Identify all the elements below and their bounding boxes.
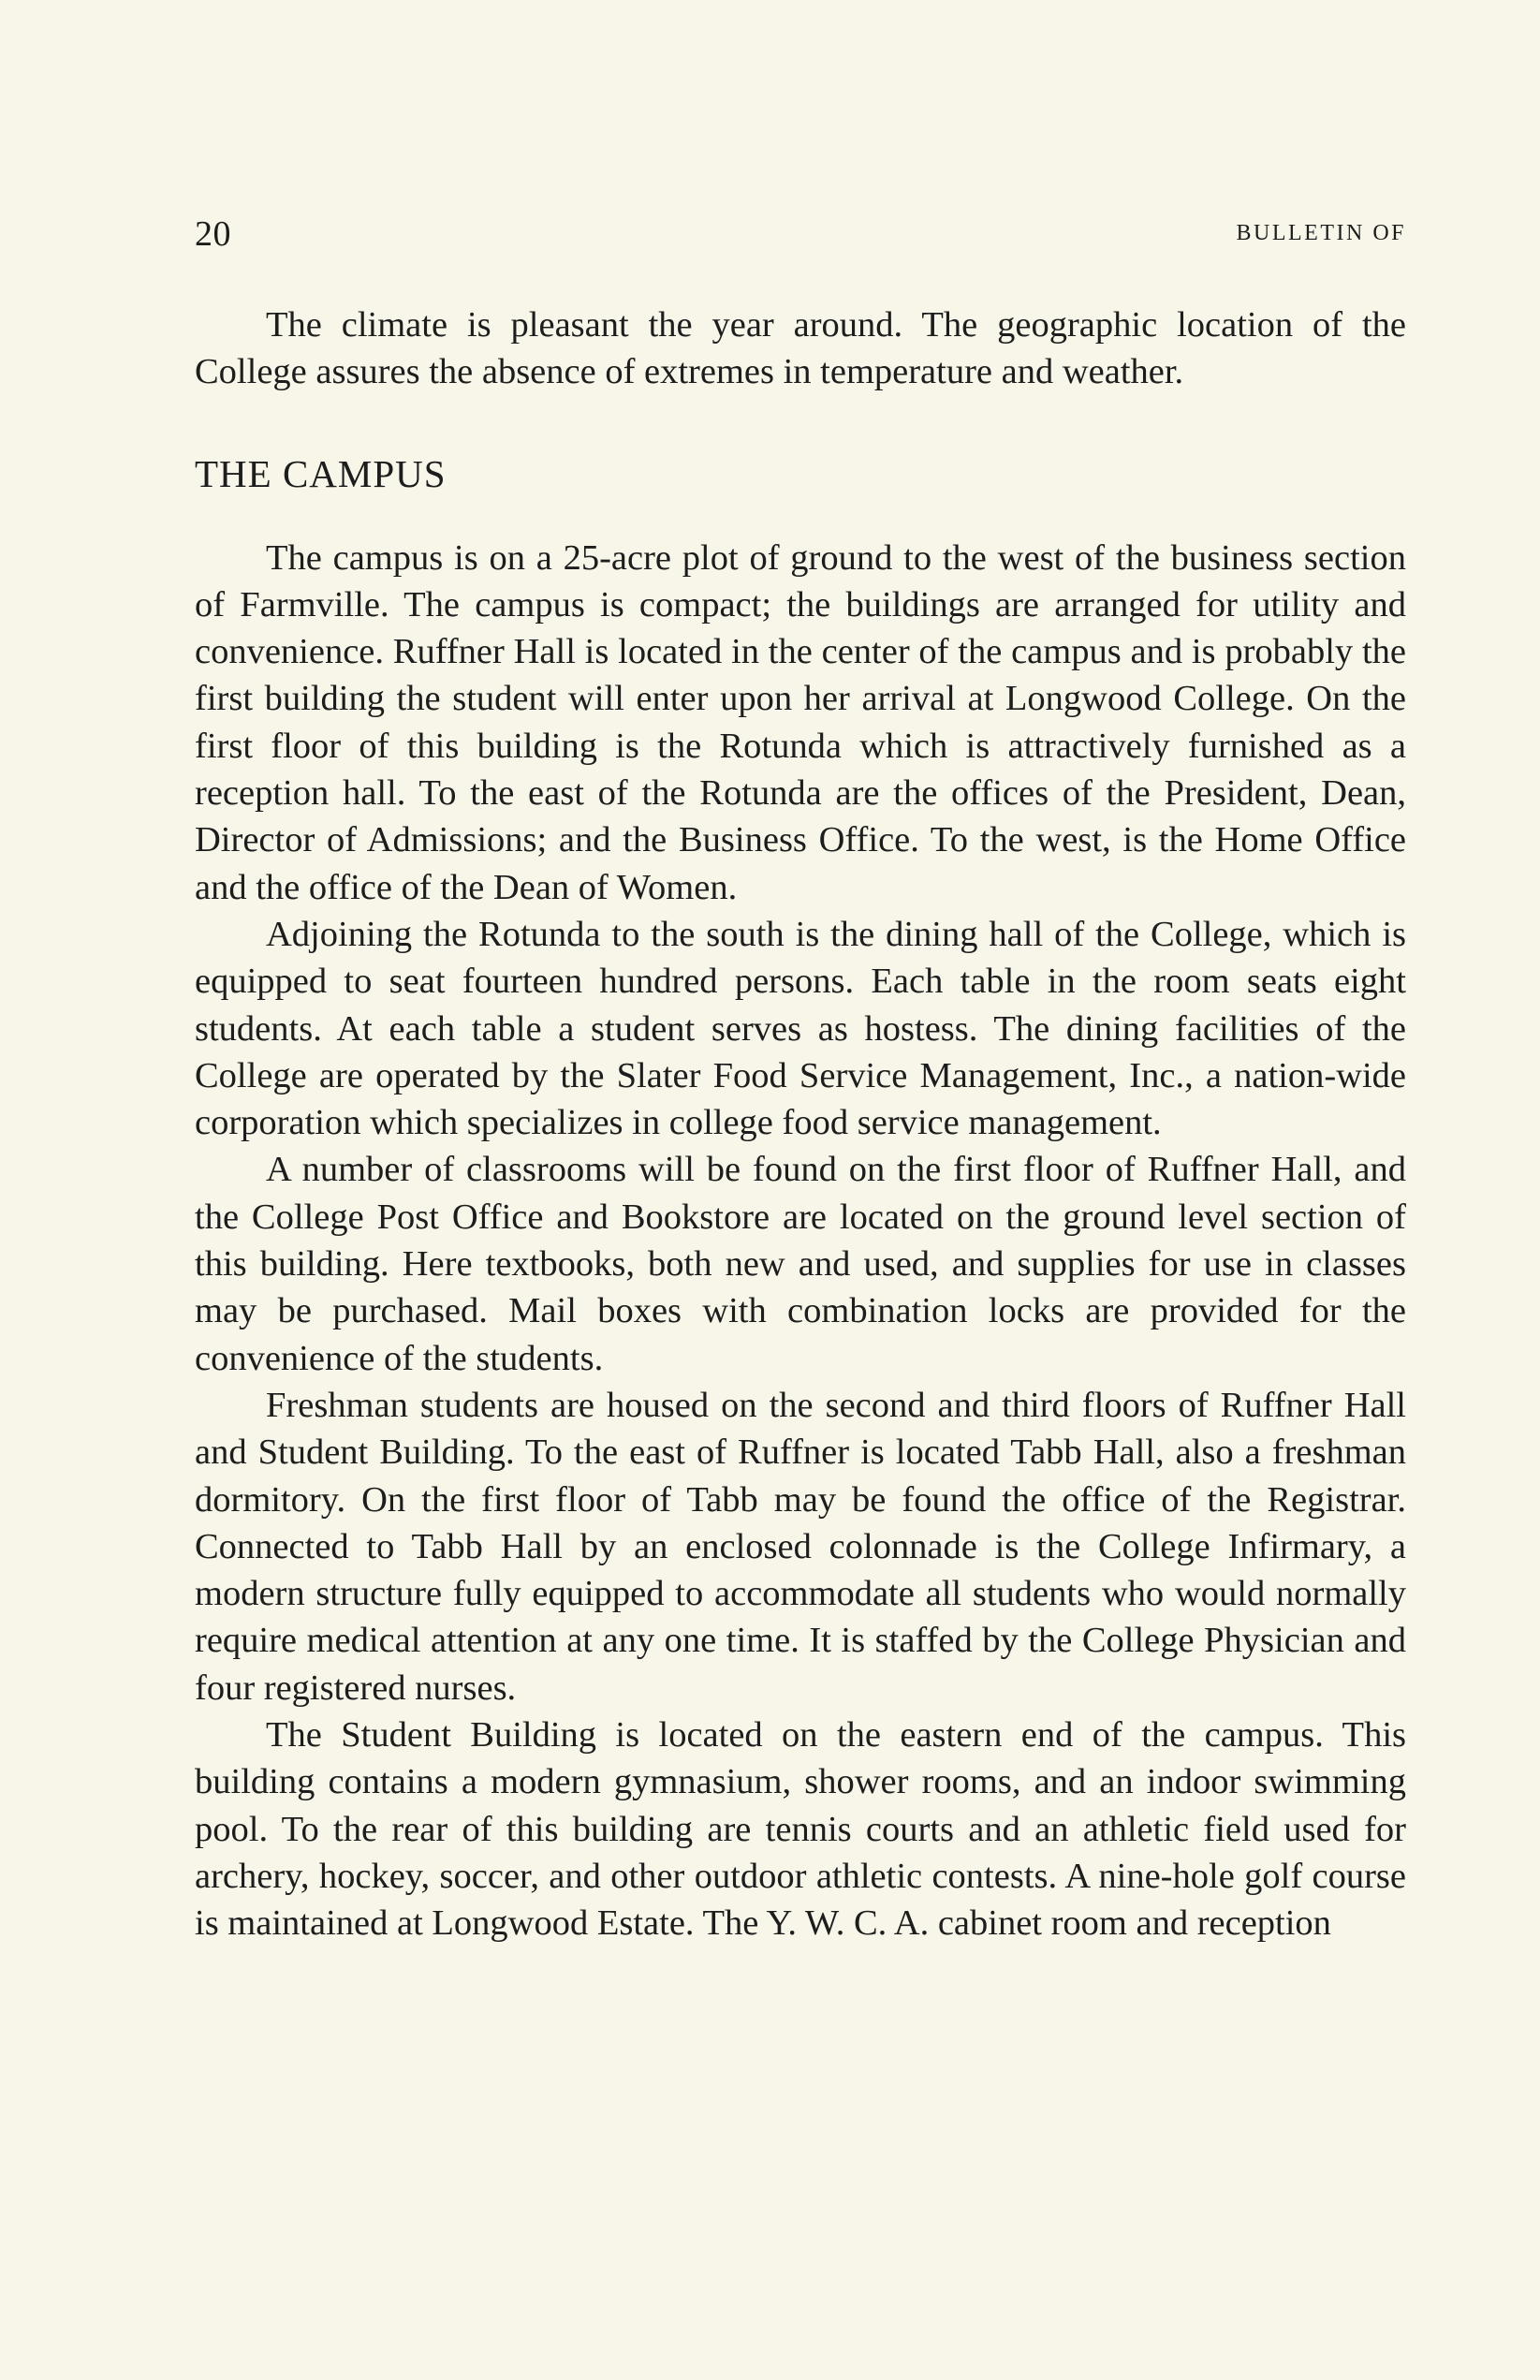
campus-paragraph-1: The campus is on a 25-acre plot of ground to the west of the business section of Farmville. The campus is compact; the buildings are arranged for utility and convenience. Ruffner Hall is located in the center of the campus and is probably the first building the student will enter upon her arrival at Longwood College. On the first floor of this building is the Rotunda which is attractively furnished as a reception hall. To the east of the Rotunda are the offices of the President, Dean, Director of Admissions; and the Business Office. To the west, is the Home Office and the office of the Dean of Women. xyxy=(195,537,1406,907)
page-body xyxy=(195,301,1406,1947)
campus-paragraph-5: The Student Building is located on the eastern end of the campus. This building contains a modern gymnasium, shower rooms, and an indoor swimming pool. To the rear of this building are tennis courts and an athletic field used for archery, hockey, soccer, and other outdoor athletic contests. A nine-hole golf course is maintained at Longwood Estate. The Y. W. C. A. cabinet room and reception xyxy=(195,1715,1406,1944)
campus-paragraph-2: Adjoining the Rotunda to the south is the dining hall of the College, which is equipped to seat fourteen hundred persons. Each table in the room seats eight students. At each table a student serves as hostess. The dining facilities of the College are operated by the Slater Food Service Management, Inc., a nation-wide corporation which specializes in college food service management. xyxy=(195,914,1406,1143)
campus-paragraph-4: Freshman students are housed on the second and third floors of Ruffner Hall and Student Building. To the east of Ruffner is located Tabb Hall, also a freshman dormitory. On the first floor of Tabb may be found the office of the Registrar. Connected to Tabb Hall by an enclosed colonnade is the College Infirmary, a modern structure fully equipped to accommodate all students who would normally require medical attention at any one time. It is staffed by the College Physician and four registered nurses. xyxy=(195,1385,1406,1708)
running-head: BULLETIN OF xyxy=(1236,221,1406,245)
section-title: THE CAMPUS xyxy=(195,451,447,495)
page-number: 20 xyxy=(195,214,231,254)
intro-paragraph: The climate is pleasant the year around. The geographic location of the College assures the absence of extremes in temperature and weather. xyxy=(195,305,1406,392)
campus-paragraph-3: A number of classrooms will be found on the first floor of Ruffner Hall, and the College Post Office and Bookstore are located on the ground level section of this building. Here textbooks, both new and used, and supplies for use in classes may be purchased. Mail boxes with combination locks are provided for the convenience of the students. xyxy=(195,1150,1406,1378)
page-header xyxy=(195,213,1406,270)
